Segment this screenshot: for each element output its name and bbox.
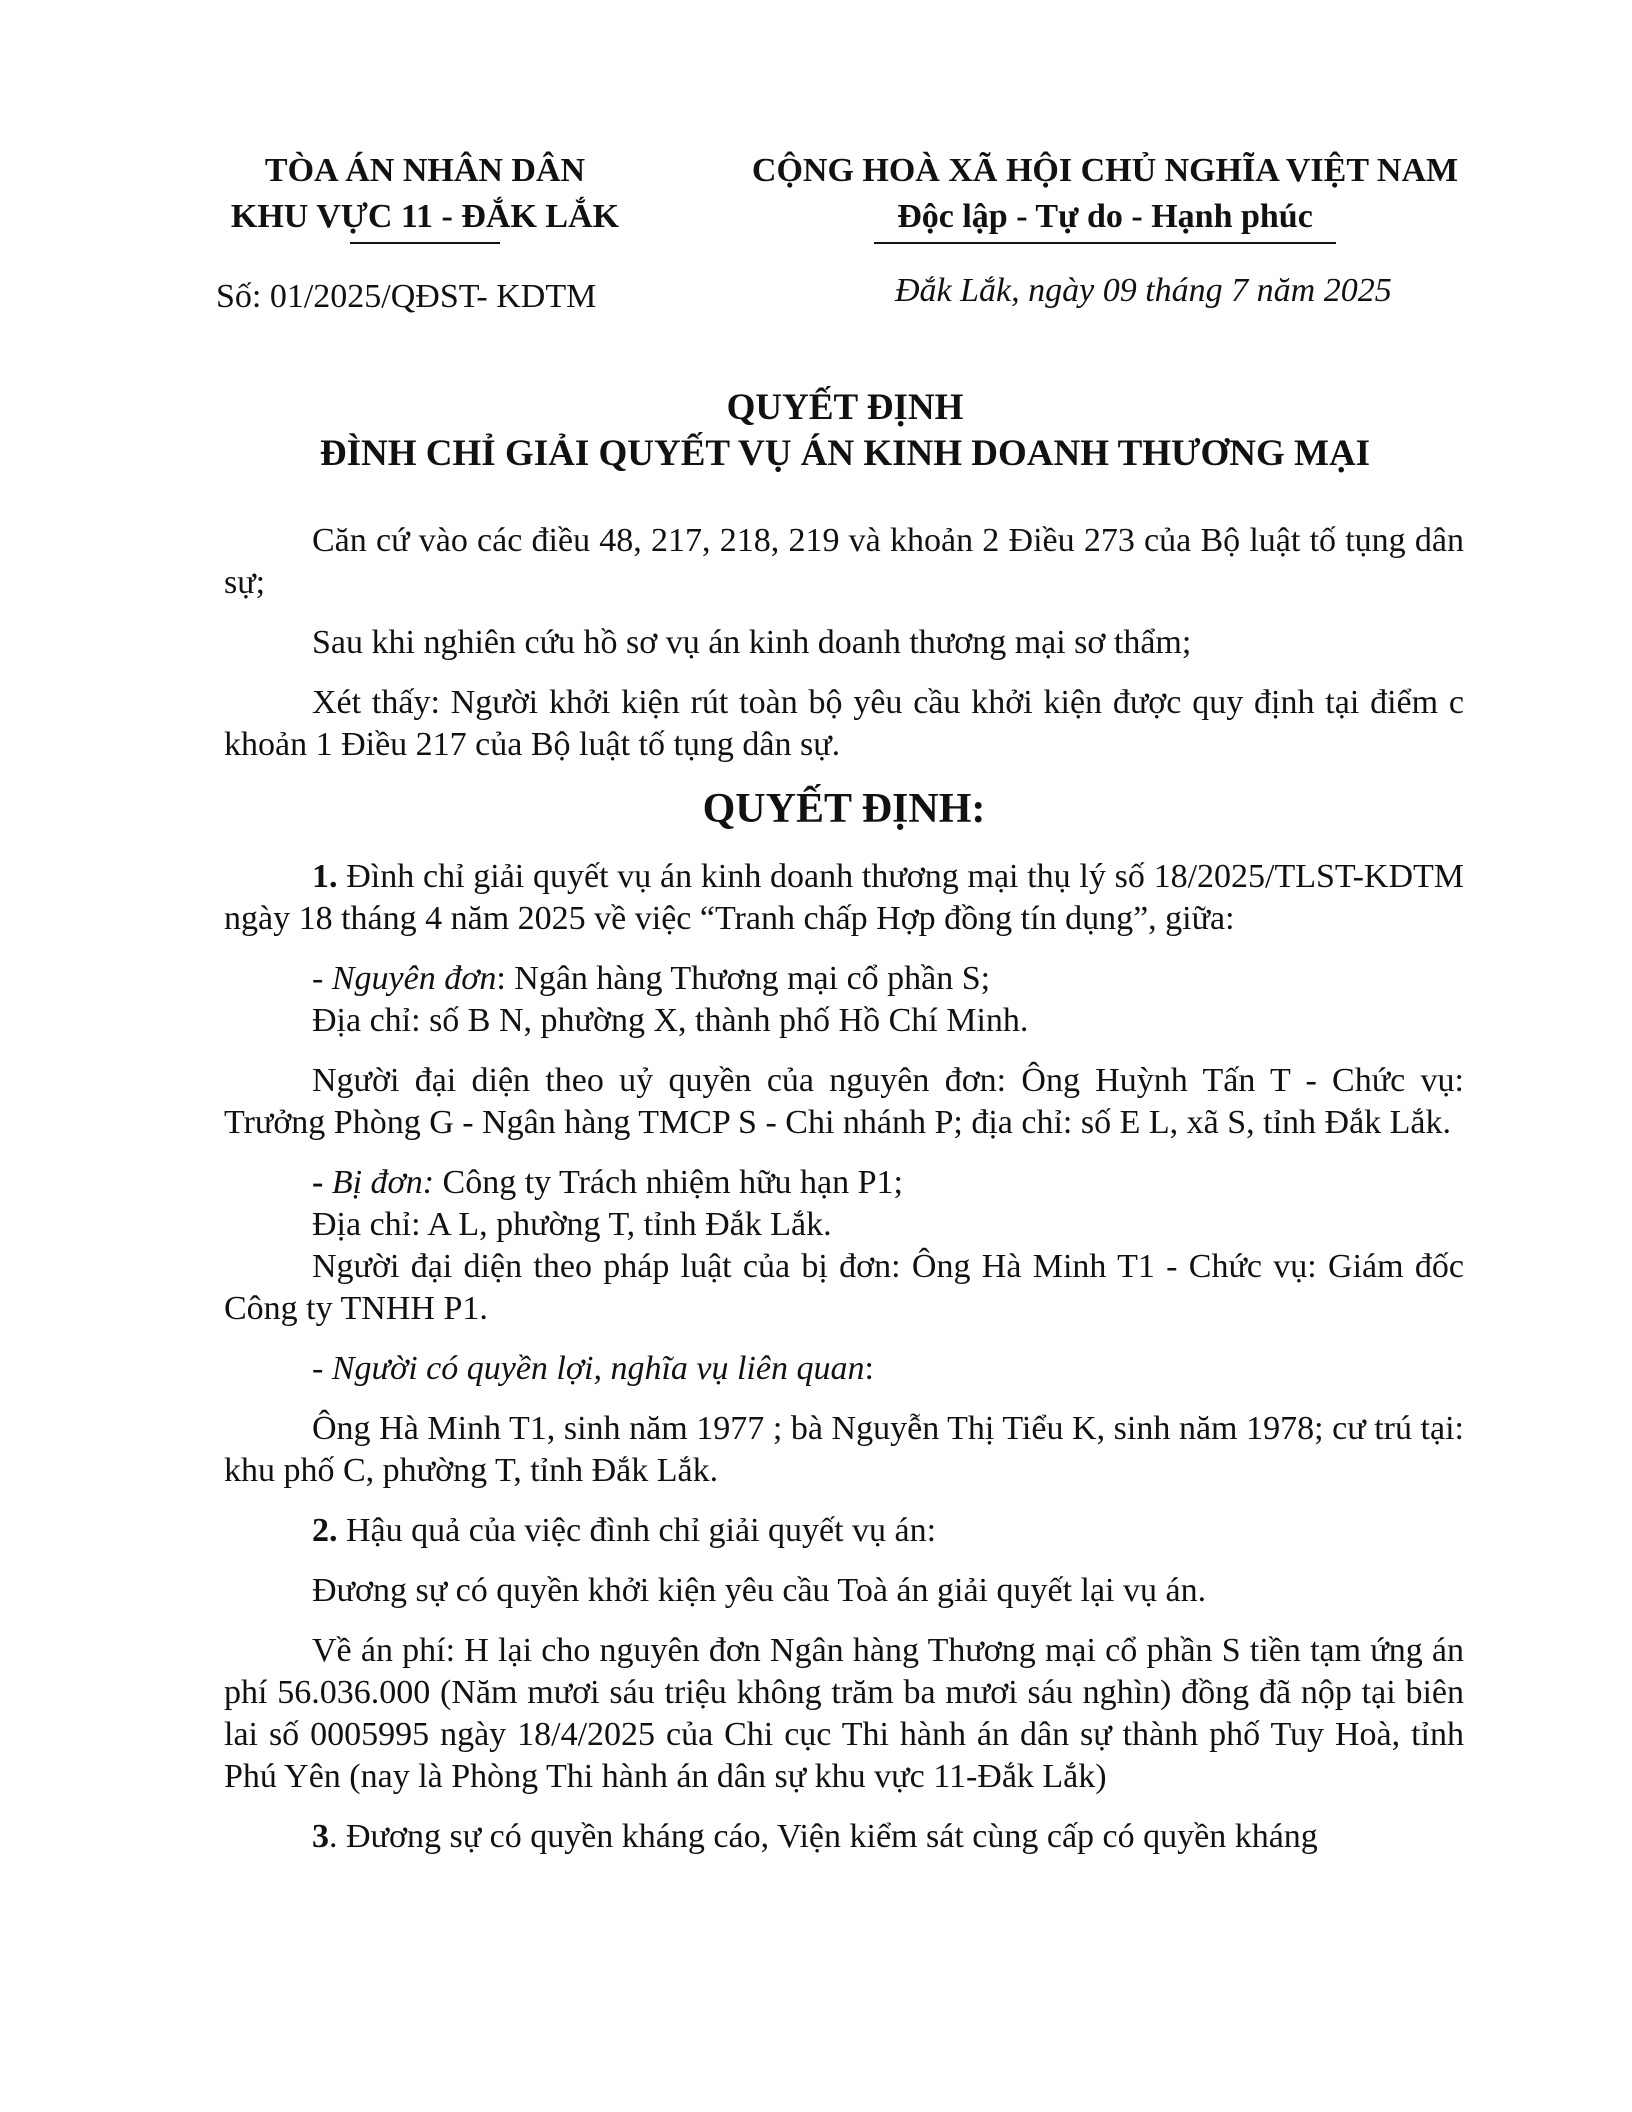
- item2-paragraph: [224, 1510, 1464, 1552]
- court-header: [190, 148, 660, 244]
- related-party-text: Ông Hà Minh T1, sinh năm 1977 ; bà Nguyễn Thị Tiểu K, sinh năm 1978; cư trú tại: khu phố C, phường T, tỉnh Đắk Lắk.: [224, 1410, 1464, 1489]
- item2-court-fee: Về án phí: H lại cho nguyên đơn Ngân hàng Thương mại cổ phần S tiền tạm ứng án phí 56.036.000 (Năm mươi sáu triệu không trăm ba mươi sáu nghìn) đồng đã nộp tại biên lai số 0005995 ngày 18/4/2025 của Chi cục Thi hành án dân sự thành phố Tuy Hoà, tỉnh Phú Yên (nay là Phòng Thi hành án dân sự khu vực 11-Đắk Lắk): [224, 1632, 1464, 1795]
- item1-number: 1.: [312, 858, 338, 895]
- nation-header: [700, 148, 1510, 244]
- defendant-line: [224, 1162, 1464, 1204]
- plaintiff-line: [224, 958, 1464, 1000]
- related-party-label: [224, 1348, 1464, 1390]
- item2-consequence: Đương sự có quyền khởi kiện yêu cầu Toà án giải quyết lại vụ án.: [312, 1572, 1207, 1609]
- plaintiff-label: Nguyên đơn: [331, 960, 497, 997]
- defendant-representative: Người đại diện theo pháp luật của bị đơn: Ông Hà Minh T1 - Chức vụ: Giám đốc Công ty TNHH P1.: [224, 1248, 1464, 1327]
- nation-name: CỘNG HOÀ XÃ HỘI CHỦ NGHĨA VIỆT NAM: [751, 152, 1459, 189]
- item2-number: 2.: [312, 1512, 338, 1549]
- document-date: Đắk Lắk, ngày 09 tháng 7 năm 2025: [895, 272, 1392, 309]
- plaintiff-address: Địa chỉ: số B N, phường X, thành phố Hồ Chí Minh.: [312, 1002, 1029, 1039]
- document-number: Số: 01/2025/QĐST- KDTM: [216, 278, 597, 315]
- court-underline: [350, 242, 500, 244]
- defendant-value: Công ty Trách nhiệm hữu hạn P1;: [434, 1164, 903, 1201]
- plaintiff-value: : Ngân hàng Thương mại cổ phần S;: [496, 960, 991, 997]
- defendant-address: Địa chỉ: A L, phường T, tỉnh Đắk Lắk.: [312, 1206, 832, 1243]
- court-name-line1: TÒA ÁN NHÂN DÂN: [264, 152, 586, 189]
- document-title: [200, 385, 1490, 477]
- plaintiff-representative: Người đại diện theo uỷ quyền của nguyên đơn: Ông Huỳnh Tấn T - Chức vụ: Trưởng Phòng G - Ngân hàng TMCP S - Chi nhánh P; địa chỉ: số E L, xã S, tỉnh Đắk Lắk.: [224, 1062, 1464, 1141]
- defendant-prefix: -: [312, 1164, 332, 1201]
- plaintiff-prefix: -: [312, 960, 332, 997]
- motto-underline: [874, 242, 1336, 244]
- court-name-line2: KHU VỰC 11 - ĐẮK LẮK: [230, 198, 620, 235]
- preamble-paragraph-3: Xét thấy: Người khởi kiện rút toàn bộ yêu cầu khởi kiện được quy định tại điểm c khoản 1 Điều 217 của Bộ luật tố tụng dân sự.: [224, 684, 1464, 763]
- preamble-paragraph-1: Căn cứ vào các điều 48, 217, 218, 219 và khoản 2 Điều 273 của Bộ luật tố tụng dân sự;: [224, 522, 1464, 601]
- item3-paragraph: [224, 1816, 1464, 1858]
- related-label-colon: :: [864, 1350, 874, 1387]
- nation-motto: Độc lập - Tự do - Hạnh phúc: [897, 198, 1313, 235]
- title-line1: QUYẾT ĐỊNH: [726, 387, 964, 428]
- item1-text: Đình chỉ giải quyết vụ án kinh doanh thương mại thụ lý số 18/2025/TLST-KDTM ngày 18 tháng 4 năm 2025 về việc “Tranh chấp Hợp đồng tín dụng”, giữa:: [224, 858, 1464, 937]
- item2-text: Hậu quả của việc đình chỉ giải quyết vụ án:: [337, 1512, 937, 1549]
- preamble-paragraph-2: Sau khi nghiên cứu hồ sơ vụ án kinh doanh thương mại sơ thẩm;: [312, 624, 1192, 661]
- defendant-label: Bị đơn:: [331, 1164, 435, 1201]
- decision-heading: QUYẾT ĐỊNH:: [702, 786, 986, 832]
- item1-paragraph: [224, 856, 1464, 940]
- item3-text: . Đương sự có quyền kháng cáo, Viện kiểm sát cùng cấp có quyền kháng: [329, 1818, 1318, 1855]
- document-body: [224, 520, 1464, 1876]
- item3-number: 3: [312, 1818, 329, 1855]
- title-line2: ĐÌNH CHỈ GIẢI QUYẾT VỤ ÁN KINH DOANH THƯƠNG MẠI: [319, 433, 1371, 474]
- related-label-text: - Người có quyền lợi, nghĩa vụ liên quan: [312, 1350, 865, 1387]
